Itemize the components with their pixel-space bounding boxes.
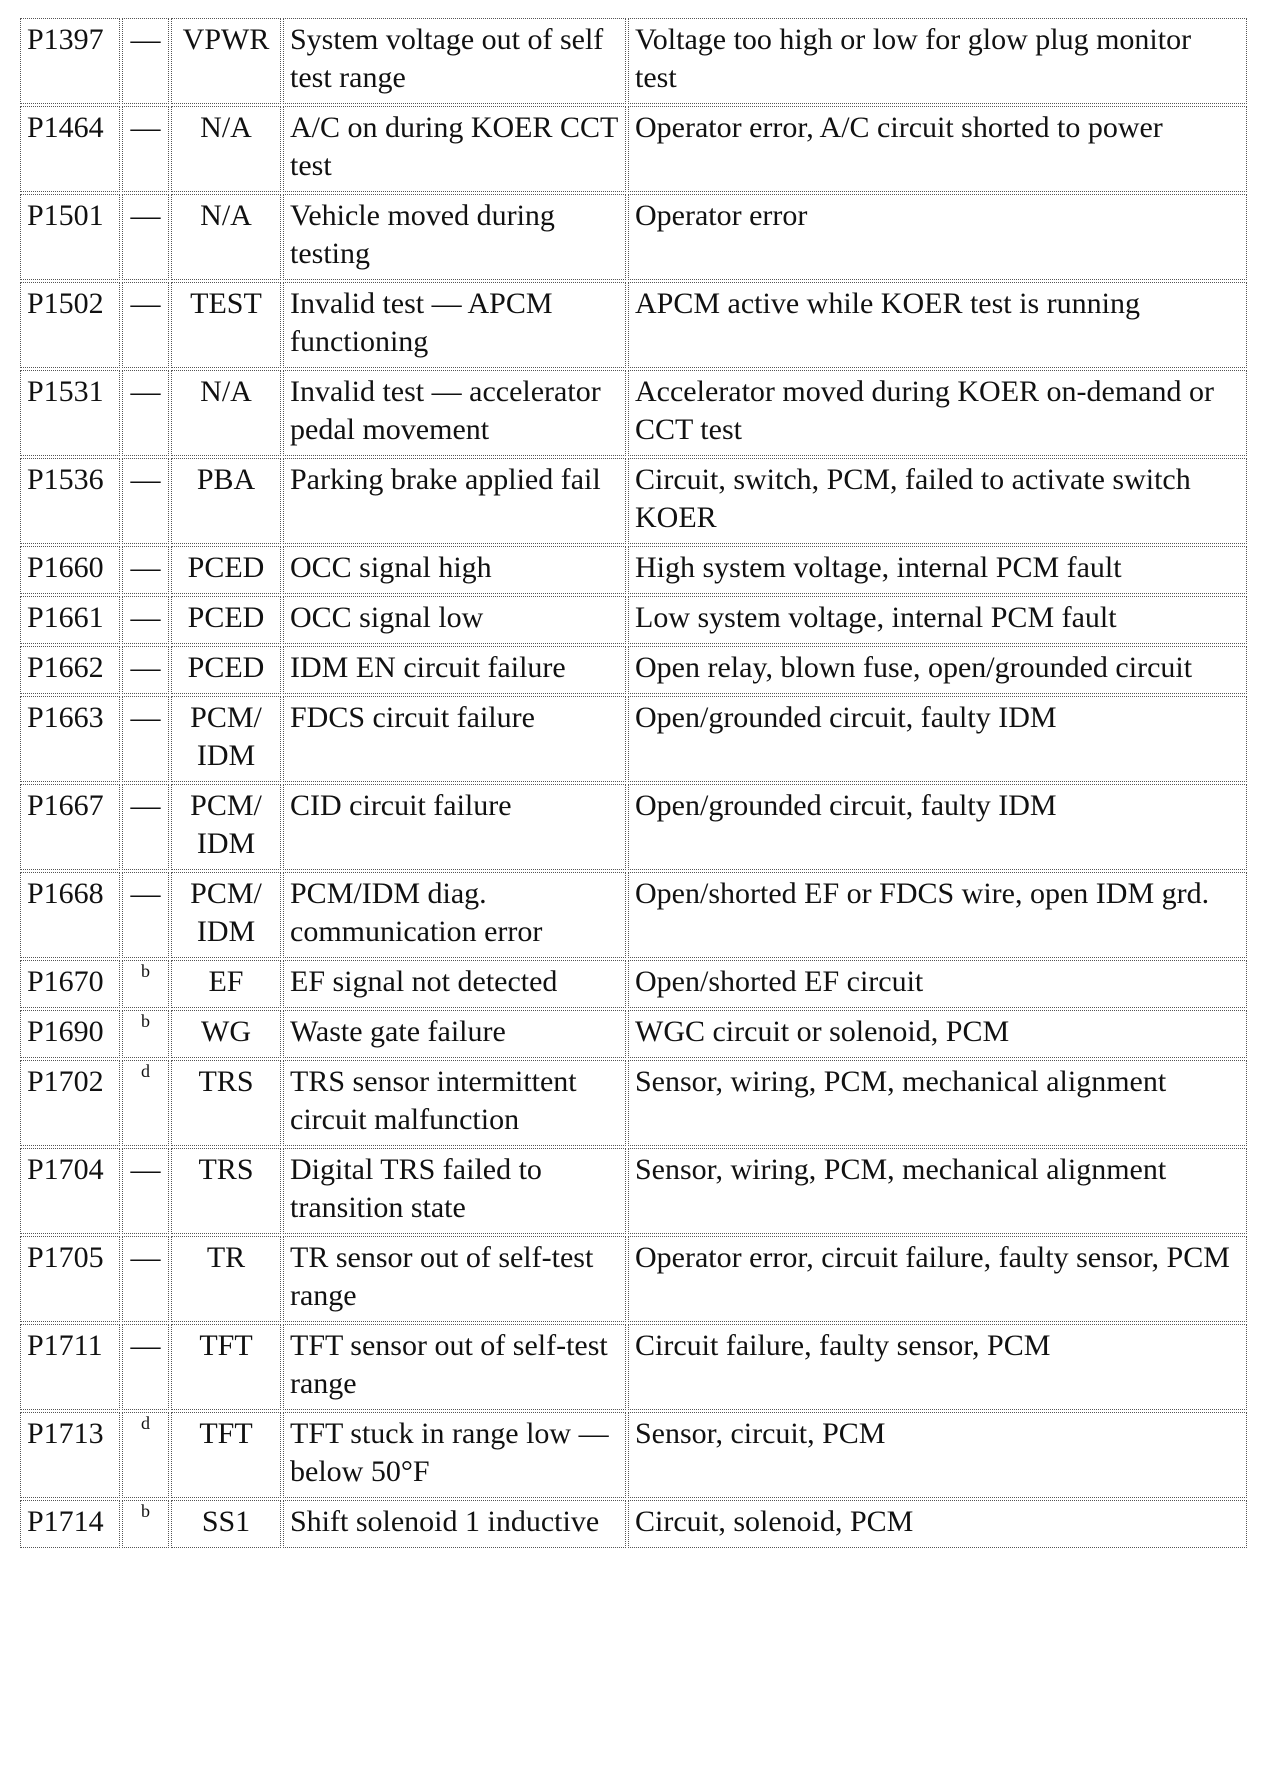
description-cell: CID circuit failure: [283, 784, 626, 870]
description-cell: OCC signal low: [283, 596, 626, 644]
table-row: [20, 194, 1247, 280]
table-row: [20, 1148, 1247, 1234]
table-row: [20, 1060, 1247, 1146]
document-page: [18, 16, 1245, 1550]
flag-cell: [122, 194, 169, 280]
code-cell: P1663: [20, 696, 120, 782]
table-row: [20, 646, 1247, 694]
cause-cell: Operator error, A/C circuit shorted to power: [628, 106, 1247, 192]
code-cell: P1661: [20, 596, 120, 644]
code-cell: P1531: [20, 370, 120, 456]
code-cell: P1662: [20, 646, 120, 694]
cause-cell: Sensor, wiring, PCM, mechanical alignment: [628, 1148, 1247, 1234]
flag-mark: —: [130, 375, 161, 408]
code-cell: P1667: [20, 784, 120, 870]
cause-cell: Sensor, circuit, PCM: [628, 1412, 1247, 1498]
table-row: [20, 370, 1247, 456]
description-cell: PCM/IDM diag. communication error: [283, 872, 626, 958]
table-row: [20, 1236, 1247, 1322]
code-cell: P1705: [20, 1236, 120, 1322]
system-cell: TRS: [171, 1148, 281, 1234]
table-row: [20, 1500, 1247, 1548]
system-cell: VPWR: [171, 18, 281, 104]
flag-mark: —: [130, 1241, 161, 1274]
flag-mark: b: [141, 1011, 150, 1031]
table-row: [20, 282, 1247, 368]
system-cell: PCM/ IDM: [171, 696, 281, 782]
table-row: [20, 18, 1247, 104]
flag-mark: —: [130, 701, 161, 734]
cause-cell: High system voltage, internal PCM fault: [628, 546, 1247, 594]
description-cell: Vehicle moved during testing: [283, 194, 626, 280]
flag-cell: [122, 1148, 169, 1234]
cause-cell: Circuit failure, faulty sensor, PCM: [628, 1324, 1247, 1410]
code-cell: P1668: [20, 872, 120, 958]
table-body: [20, 18, 1247, 1548]
cause-cell: Open/grounded circuit, faulty IDM: [628, 696, 1247, 782]
table-row: [20, 458, 1247, 544]
flag-cell: [122, 596, 169, 644]
flag-cell: [122, 872, 169, 958]
description-cell: TFT stuck in range low — below 50°F: [283, 1412, 626, 1498]
table-row: [20, 872, 1247, 958]
code-cell: P1704: [20, 1148, 120, 1234]
system-cell: TRS: [171, 1060, 281, 1146]
code-cell: P1397: [20, 18, 120, 104]
cause-cell: Operator error: [628, 194, 1247, 280]
cause-cell: Operator error, circuit failure, faulty sensor, PCM: [628, 1236, 1247, 1322]
code-cell: P1501: [20, 194, 120, 280]
description-cell: TR sensor out of self-test range: [283, 1236, 626, 1322]
code-cell: P1660: [20, 546, 120, 594]
flag-mark: d: [141, 1061, 150, 1081]
table-row: [20, 696, 1247, 782]
code-cell: P1711: [20, 1324, 120, 1410]
description-cell: FDCS circuit failure: [283, 696, 626, 782]
system-cell: PCED: [171, 646, 281, 694]
cause-cell: Low system voltage, internal PCM fault: [628, 596, 1247, 644]
flag-cell: [122, 960, 169, 1008]
system-cell: PBA: [171, 458, 281, 544]
cause-cell: Sensor, wiring, PCM, mechanical alignment: [628, 1060, 1247, 1146]
flag-mark: —: [130, 1153, 161, 1186]
system-cell: WG: [171, 1010, 281, 1058]
cause-cell: WGC circuit or solenoid, PCM: [628, 1010, 1247, 1058]
code-cell: P1536: [20, 458, 120, 544]
description-cell: Waste gate failure: [283, 1010, 626, 1058]
code-cell: P1713: [20, 1412, 120, 1498]
table-row: [20, 546, 1247, 594]
description-cell: Parking brake applied fail: [283, 458, 626, 544]
code-cell: P1670: [20, 960, 120, 1008]
system-cell: TR: [171, 1236, 281, 1322]
description-cell: A/C on during KOER CCT test: [283, 106, 626, 192]
description-cell: Digital TRS failed to transition state: [283, 1148, 626, 1234]
cause-cell: Circuit, switch, PCM, failed to activate switch KOER: [628, 458, 1247, 544]
description-cell: Shift solenoid 1 inductive: [283, 1500, 626, 1548]
table-row: [20, 106, 1247, 192]
flag-cell: [122, 458, 169, 544]
code-cell: P1464: [20, 106, 120, 192]
system-cell: PCM/ IDM: [171, 784, 281, 870]
flag-cell: [122, 646, 169, 694]
cause-cell: Open/shorted EF or FDCS wire, open IDM grd.: [628, 872, 1247, 958]
table-row: [20, 1010, 1247, 1058]
system-cell: PCED: [171, 546, 281, 594]
cause-cell: Open relay, blown fuse, open/grounded circuit: [628, 646, 1247, 694]
flag-cell: [122, 1010, 169, 1058]
flag-mark: —: [130, 111, 161, 144]
flag-mark: b: [141, 1501, 150, 1521]
description-cell: TRS sensor intermittent circuit malfunction: [283, 1060, 626, 1146]
system-cell: N/A: [171, 370, 281, 456]
table-row: [20, 1412, 1247, 1498]
code-cell: P1714: [20, 1500, 120, 1548]
system-cell: N/A: [171, 194, 281, 280]
flag-cell: [122, 1060, 169, 1146]
cause-cell: Open/grounded circuit, faulty IDM: [628, 784, 1247, 870]
flag-mark: —: [130, 651, 161, 684]
flag-mark: —: [130, 877, 161, 910]
table-row: [20, 960, 1247, 1008]
flag-cell: [122, 282, 169, 368]
system-cell: SS1: [171, 1500, 281, 1548]
flag-mark: —: [130, 551, 161, 584]
system-cell: TFT: [171, 1412, 281, 1498]
flag-mark: —: [130, 789, 161, 822]
flag-cell: [122, 546, 169, 594]
flag-cell: [122, 18, 169, 104]
system-cell: PCED: [171, 596, 281, 644]
description-cell: IDM EN circuit failure: [283, 646, 626, 694]
code-cell: P1702: [20, 1060, 120, 1146]
flag-cell: [122, 1412, 169, 1498]
cause-cell: Accelerator moved during KOER on-demand or CCT test: [628, 370, 1247, 456]
flag-mark: —: [130, 23, 161, 56]
flag-mark: —: [130, 1329, 161, 1362]
cause-cell: Open/shorted EF circuit: [628, 960, 1247, 1008]
description-cell: System voltage out of self test range: [283, 18, 626, 104]
flag-cell: [122, 696, 169, 782]
flag-cell: [122, 1324, 169, 1410]
flag-mark: —: [130, 463, 161, 496]
description-cell: OCC signal high: [283, 546, 626, 594]
system-cell: EF: [171, 960, 281, 1008]
flag-cell: [122, 370, 169, 456]
description-cell: Invalid test — APCM functioning: [283, 282, 626, 368]
cause-cell: APCM active while KOER test is running: [628, 282, 1247, 368]
description-cell: Invalid test — accelerator pedal movement: [283, 370, 626, 456]
diagnostic-code-table: [18, 16, 1249, 1550]
flag-mark: —: [130, 199, 161, 232]
flag-mark: b: [141, 961, 150, 981]
system-cell: N/A: [171, 106, 281, 192]
cause-cell: Circuit, solenoid, PCM: [628, 1500, 1247, 1548]
description-cell: EF signal not detected: [283, 960, 626, 1008]
description-cell: TFT sensor out of self-test range: [283, 1324, 626, 1410]
flag-cell: [122, 1236, 169, 1322]
flag-mark: —: [130, 601, 161, 634]
flag-mark: —: [130, 287, 161, 320]
cause-cell: Voltage too high or low for glow plug monitor test: [628, 18, 1247, 104]
table-row: [20, 784, 1247, 870]
flag-cell: [122, 784, 169, 870]
flag-cell: [122, 106, 169, 192]
flag-mark: d: [141, 1413, 150, 1433]
table-row: [20, 596, 1247, 644]
table-row: [20, 1324, 1247, 1410]
system-cell: TFT: [171, 1324, 281, 1410]
system-cell: TEST: [171, 282, 281, 368]
code-cell: P1690: [20, 1010, 120, 1058]
flag-cell: [122, 1500, 169, 1548]
system-cell: PCM/ IDM: [171, 872, 281, 958]
code-cell: P1502: [20, 282, 120, 368]
